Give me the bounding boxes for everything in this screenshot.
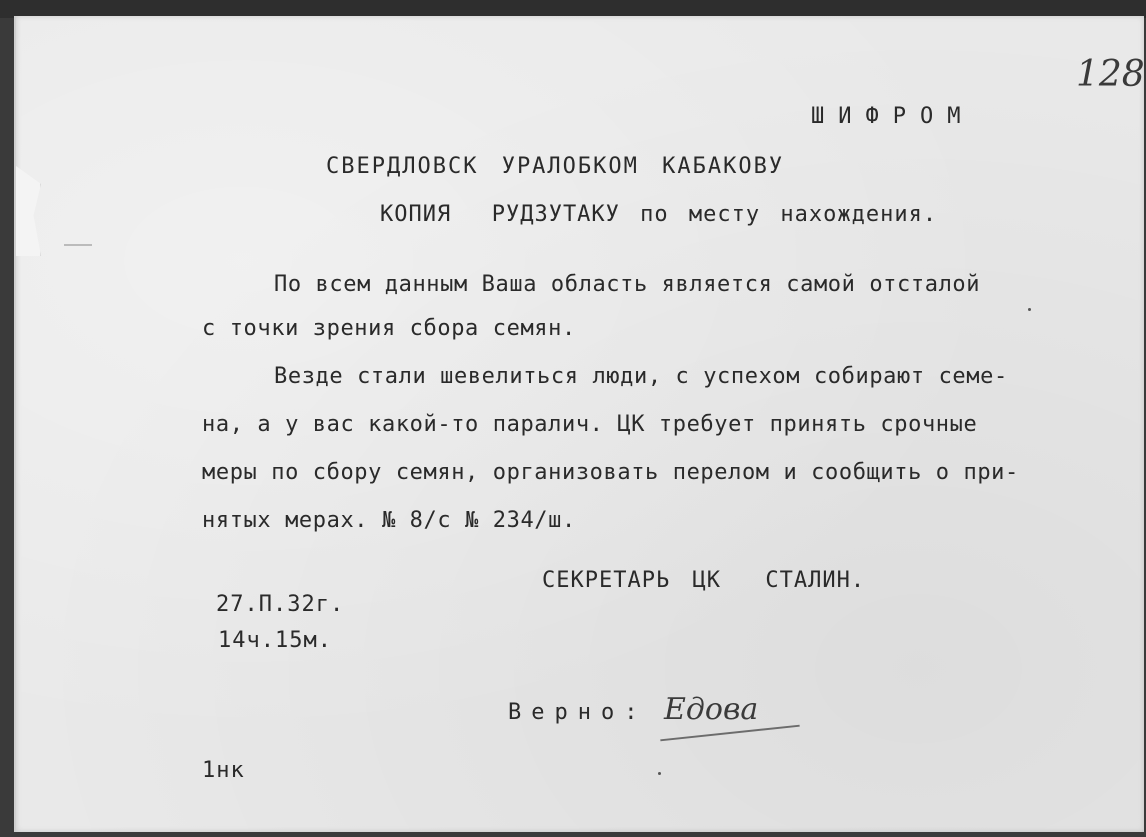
body-line: По всем данным Ваша область является самой отсталой [274,272,981,297]
paper-sheet [14,16,1144,832]
signer-line: СЕКРЕТАРЬ ЦК СТАЛИН. [542,568,866,593]
speck [658,772,661,775]
handwritten-signature: Едова [664,692,759,727]
torn-edge [16,166,41,256]
body-line: с точки зрения сбора семян. [202,316,576,341]
copy-line: КОПИЯ РУДЗУТАКУ по месту нахождения. [380,202,938,227]
body-line: меры по сбору семян, организовать перелом и сообщить о при- [202,460,1019,485]
edge-mark [64,244,92,246]
time-line: 14ч.15м. [218,628,332,653]
speck [1028,308,1031,311]
body-line: нятых мерах. № 8/с № 234/ш. [202,508,576,533]
certified-label: Верно: [508,700,648,725]
addressee-line: СВЕРДЛОВСК УРАЛОБКОМ КАБАКОВУ [326,154,785,179]
body-line: на, а у вас какой-то паралич. ЦК требует принять срочные [202,412,978,437]
body-line: Везде стали шевелиться люди, с успехом собирают семе- [274,364,1008,389]
date-line: 27.П.32г. [216,592,345,617]
page-number: 128 [1076,54,1145,95]
cipher-heading: ШИФРОМ [811,104,975,129]
signature-flourish [660,725,799,742]
copies-note: 1нк [202,758,245,783]
